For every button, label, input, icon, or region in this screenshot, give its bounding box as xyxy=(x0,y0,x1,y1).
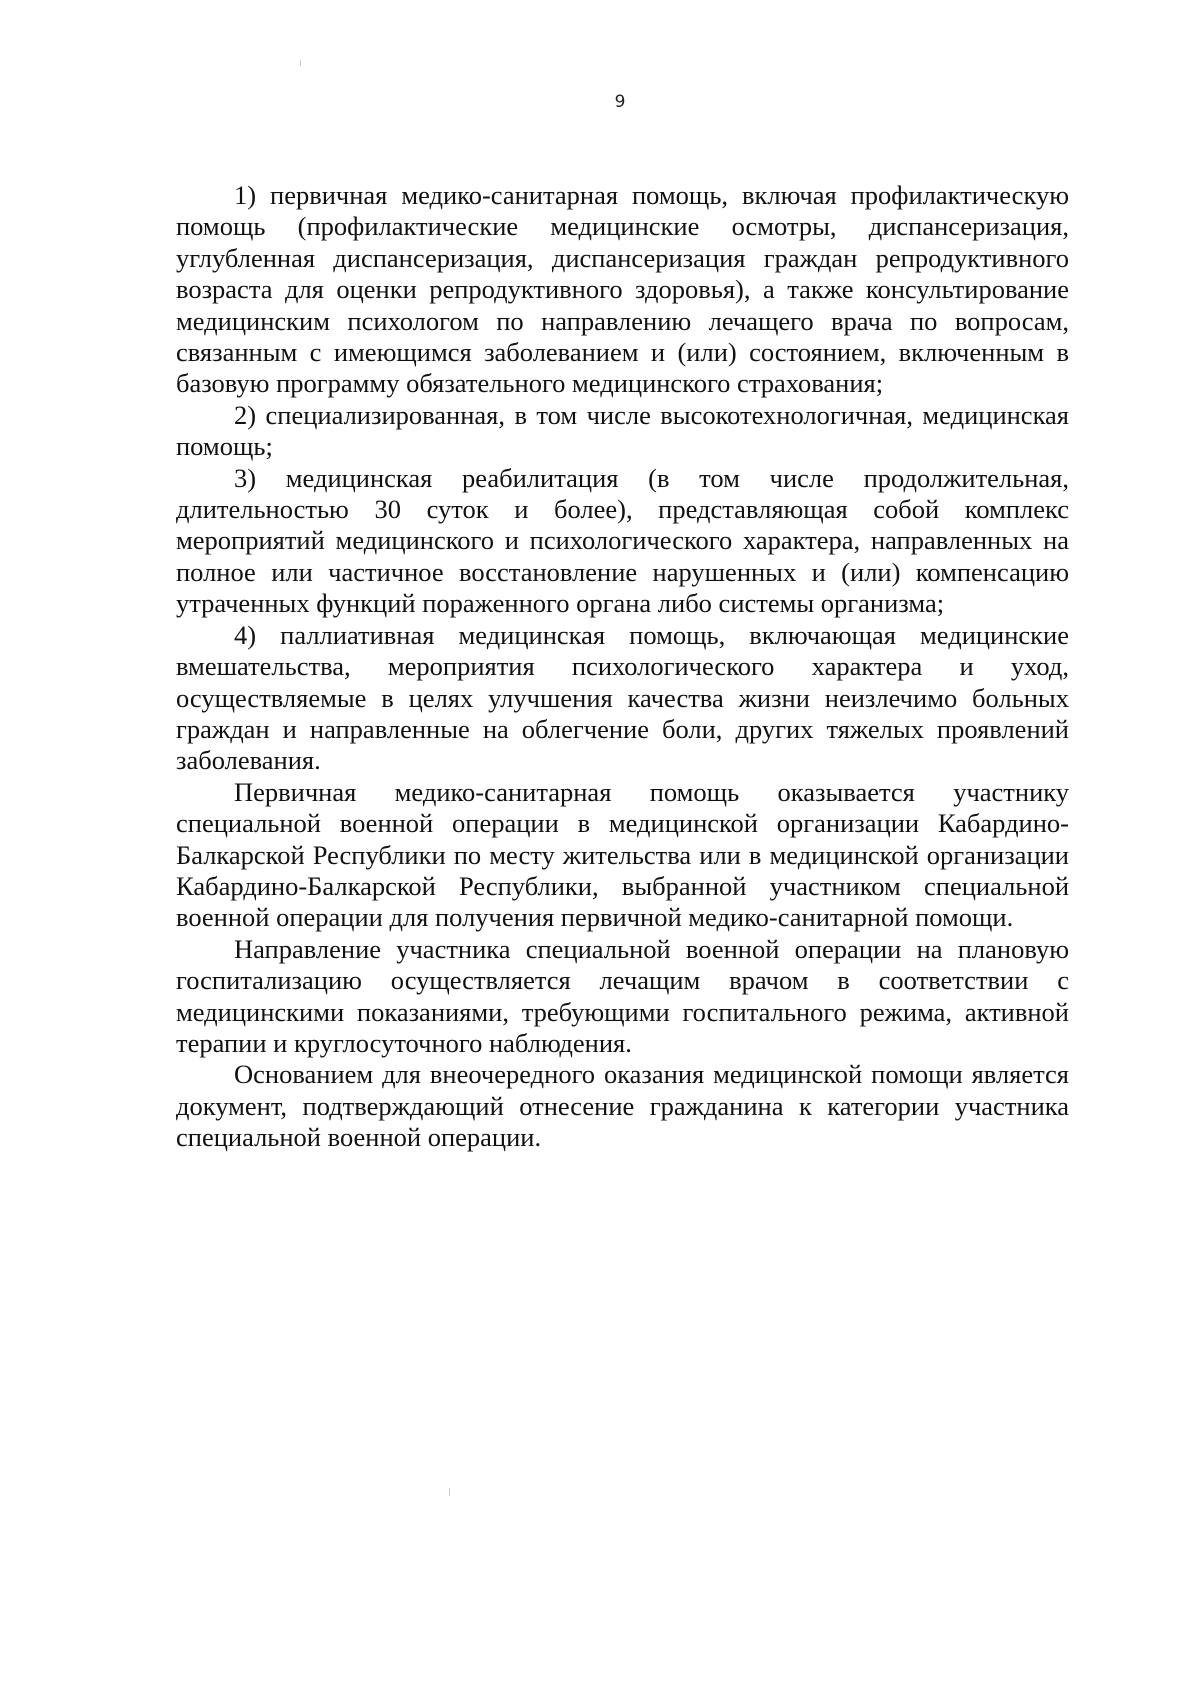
paragraph-priority-basis: Основанием для внеочередного оказания медицинской помощи является документ, подтверждающий отнесение гражданина к категории участника специальной военной операции. xyxy=(176,1059,1069,1153)
paragraph-palliative-care: 4) паллиативная медицинская помощь, включающая медицинские вмешательства, мероприятия психологического характера и уход, осуществляемые в целях улучшения качества жизни неизлечимо больных граждан и направленные на облегчение боли, других тяжелых проявлений заболевания. xyxy=(176,619,1069,776)
paragraph-primary-care-location: Первичная медико-санитарная помощь оказывается участнику специальной военной операции в медицинской организации Кабардино-Балкарской Республики по месту жительства или в медицинской организации Кабардино-Балкарской Республики, выбранной участником специальной военной операции для получения первичной медико-санитарной помощи. xyxy=(176,776,1069,933)
paragraph-primary-care: 1) первичная медико-санитарная помощь, включая профилактическую помощь (профилактические медицинские осмотры, диспансеризация, углубленная диспансеризация, диспансеризация граждан репродуктивного возраста для оценки репродуктивного здоровья), а также консультирование медицинским психологом по направлению лечащего врача по вопросам, связанным с имеющимся заболеванием и (или) состоянием, включенным в базовую программу обязательного медицинского страхования; xyxy=(176,180,1069,399)
paragraph-rehabilitation: 3) медицинская реабилитация (в том числе продолжительная, длительностью 30 суток и более), представляющая собой комплекс мероприятий медицинского и психологического характера, направленных на полное или частичное восстановление нарушенных и (или) компенсацию утраченных функций пораженного органа либо системы организма; xyxy=(176,462,1069,619)
scan-artifact-bottom xyxy=(449,1488,450,1496)
paragraph-specialized-care: 2) специализированная, в том числе высокотехнологичная, медицинская помощь; xyxy=(176,399,1069,462)
page-number: 9 xyxy=(614,92,626,112)
document-body xyxy=(176,180,1069,1154)
scan-artifact-top xyxy=(300,60,301,66)
paragraph-hospitalization: Направление участника специальной военной операции на плановую госпитализацию осуществляется лечащим врачом в соответствии с медицинскими показаниями, требующими госпитального режима, активной терапии и круглосуточного наблюдения. xyxy=(176,933,1069,1058)
